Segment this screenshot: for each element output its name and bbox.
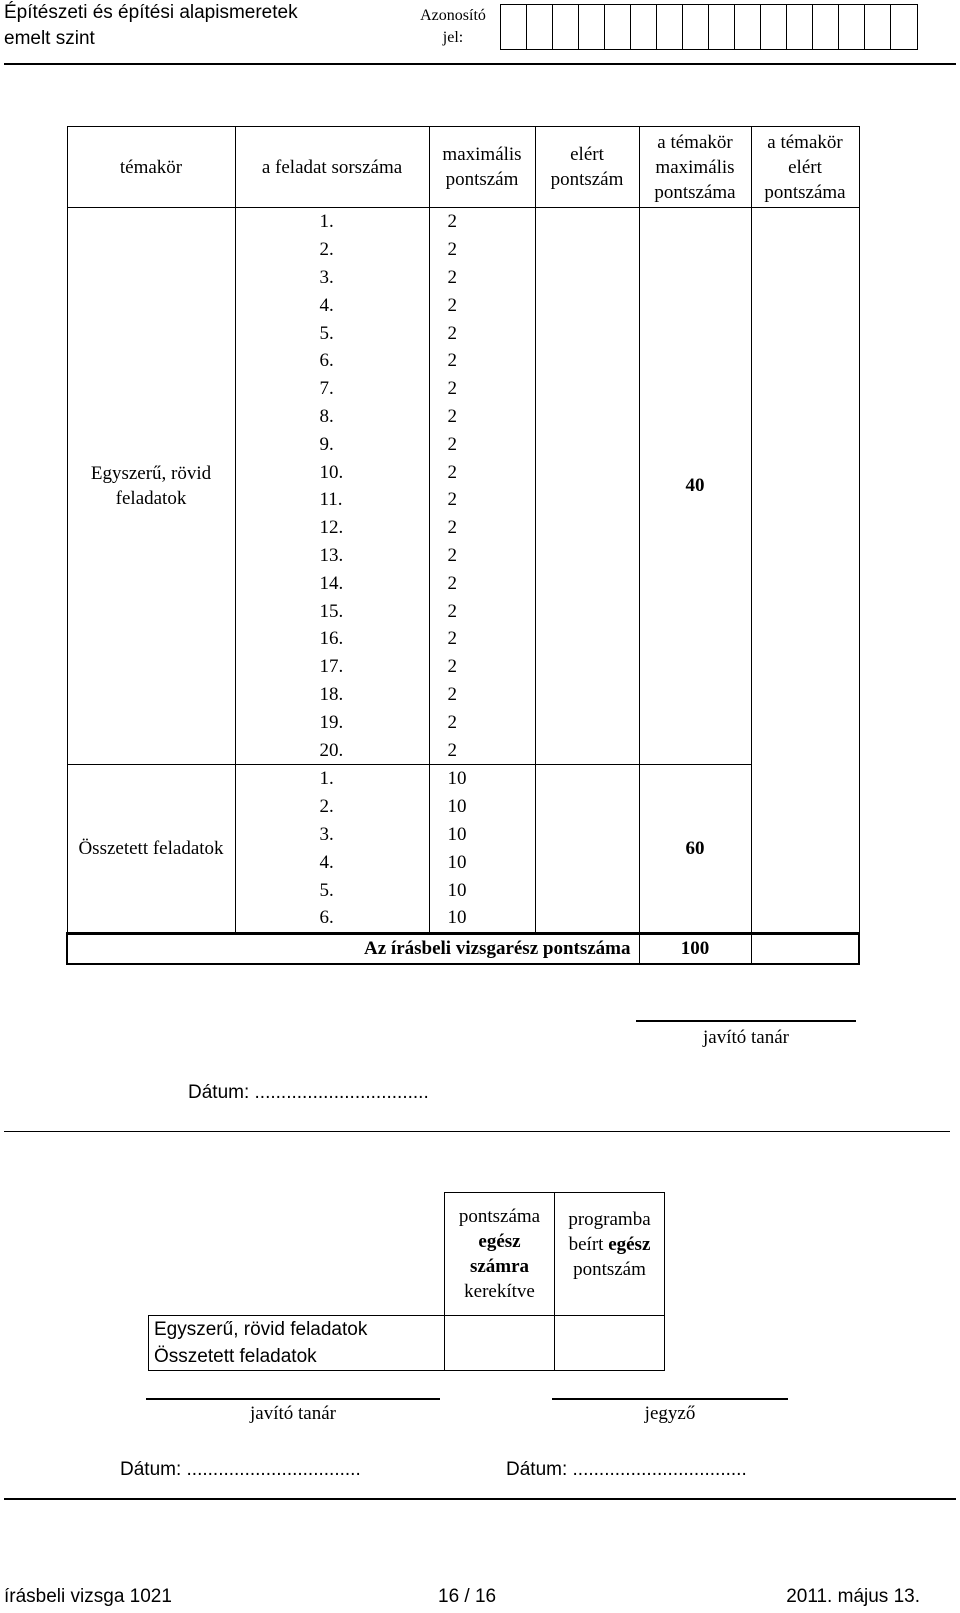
id-box[interactable] <box>709 5 735 49</box>
id-box[interactable] <box>631 5 657 49</box>
header-topic-achieved: a témakör elért pontszáma <box>751 127 859 208</box>
signature-role-teacher-2: javító tanár <box>250 1403 336 1424</box>
achieved-points-cell[interactable] <box>535 542 639 570</box>
achieved-points-cell[interactable] <box>535 236 639 264</box>
id-box[interactable] <box>579 5 605 49</box>
task-number: 12. <box>235 514 429 542</box>
header-topic-max: a témakör maximális pontszáma <box>639 127 751 208</box>
achieved-points-cell[interactable] <box>535 597 639 625</box>
achieved-points-cell[interactable] <box>535 486 639 514</box>
header-achieved-points: elért pontszám <box>535 127 639 208</box>
topic-name: Összetett feladatok <box>67 764 235 933</box>
max-points: 2 <box>429 625 535 653</box>
achieved-points-cell[interactable] <box>535 569 639 597</box>
id-label <box>418 5 488 49</box>
task-number: 6. <box>235 347 429 375</box>
achieved-points-cell[interactable] <box>535 514 639 542</box>
max-points: 2 <box>429 375 535 403</box>
header-program-l2b: egész <box>608 1234 651 1255</box>
achieved-points-cell[interactable] <box>535 708 639 736</box>
header-topic: témakör <box>67 127 235 208</box>
program-row-label: Egyszerű, rövid feladatok <box>149 1316 445 1344</box>
footer-divider <box>4 1498 956 1500</box>
max-points: 10 <box>429 764 535 792</box>
id-boxes[interactable] <box>500 4 918 50</box>
header-rounded-l1: pontszáma <box>458 1206 541 1227</box>
subject-level: emelt szint <box>4 28 95 49</box>
max-points: 2 <box>429 597 535 625</box>
header-program-l1: programba <box>568 1209 651 1230</box>
max-points: 2 <box>429 486 535 514</box>
max-points: 2 <box>429 403 535 431</box>
table-row <box>67 764 859 792</box>
achieved-points-cell[interactable] <box>535 403 639 431</box>
total-row <box>67 933 859 964</box>
achieved-points-cell[interactable] <box>535 793 639 821</box>
max-points: 2 <box>429 681 535 709</box>
id-box[interactable] <box>553 5 579 49</box>
header-divider <box>4 63 956 65</box>
task-number: 2. <box>235 793 429 821</box>
task-number: 13. <box>235 542 429 570</box>
achieved-points-cell[interactable] <box>535 291 639 319</box>
header-program-l2a: beírt <box>568 1234 609 1255</box>
achieved-points-cell[interactable] <box>535 458 639 486</box>
total-max-points: 100 <box>639 933 751 964</box>
max-points: 10 <box>429 821 535 849</box>
achieved-points-cell[interactable] <box>535 264 639 292</box>
topic-name: Egyszerű, rövid feladatok <box>67 208 235 765</box>
task-number: 11. <box>235 486 429 514</box>
signature-line-teacher <box>636 1020 856 1022</box>
task-number: 4. <box>235 291 429 319</box>
task-number: 8. <box>235 403 429 431</box>
task-number: 17. <box>235 653 429 681</box>
task-number: 1. <box>235 208 429 236</box>
achieved-points-cell[interactable] <box>535 347 639 375</box>
program-points-cell[interactable] <box>555 1316 665 1344</box>
header-task-number: a feladat sorszáma <box>235 127 429 208</box>
header-rounded-l2: egész <box>478 1231 521 1252</box>
max-points: 2 <box>429 514 535 542</box>
achieved-points-cell[interactable] <box>535 208 639 236</box>
max-points: 2 <box>429 430 535 458</box>
max-points: 2 <box>429 264 535 292</box>
achieved-points-cell[interactable] <box>535 876 639 904</box>
total-achieved-cell[interactable] <box>751 933 859 964</box>
task-number: 7. <box>235 375 429 403</box>
signature-role-registrar: jegyző <box>644 1403 696 1424</box>
id-box[interactable] <box>605 5 631 49</box>
topic-achieved-cell[interactable] <box>751 208 859 934</box>
max-points: 2 <box>429 291 535 319</box>
table-row <box>67 208 859 236</box>
table-row <box>149 1343 665 1371</box>
max-points: 2 <box>429 736 535 764</box>
task-number: 16. <box>235 625 429 653</box>
achieved-points-cell[interactable] <box>535 904 639 933</box>
id-box[interactable] <box>527 5 553 49</box>
max-points: 2 <box>429 319 535 347</box>
program-table-corner <box>149 1193 445 1316</box>
achieved-points-cell[interactable] <box>535 681 639 709</box>
id-box[interactable] <box>813 5 839 49</box>
id-box[interactable] <box>683 5 709 49</box>
id-label-line2: jel: <box>442 29 464 46</box>
footer-exam-code: írásbeli vizsga 1021 <box>4 1586 172 1607</box>
date-field-teacher[interactable]: Dátum: ................................. <box>120 1459 361 1480</box>
achieved-points-cell[interactable] <box>535 319 639 347</box>
subject-title <box>4 0 298 52</box>
max-points: 2 <box>429 347 535 375</box>
total-label: Az írásbeli vizsgarész pontszáma <box>67 933 639 964</box>
task-number: 6. <box>235 904 429 933</box>
task-number: 5. <box>235 876 429 904</box>
signature-line-registrar <box>552 1398 788 1400</box>
max-points: 10 <box>429 848 535 876</box>
header-program-l3: pontszám <box>573 1259 646 1280</box>
header-rounded-l4: kerekítve <box>464 1281 535 1302</box>
task-number: 2. <box>235 236 429 264</box>
signature-role-teacher: javító tanár <box>703 1027 789 1048</box>
header-rounded-l3: számra <box>469 1256 530 1277</box>
subject-name: Építészeti és építési alapismeretek <box>4 2 298 23</box>
task-number: 1. <box>235 764 429 792</box>
topic-max-points: 40 <box>639 208 751 765</box>
achieved-points-cell[interactable] <box>535 653 639 681</box>
section-divider <box>4 1131 950 1132</box>
max-points: 2 <box>429 569 535 597</box>
task-number: 9. <box>235 430 429 458</box>
id-box[interactable] <box>657 5 683 49</box>
date-field-registrar[interactable]: Dátum: ................................. <box>506 1459 747 1480</box>
date-field[interactable]: Dátum: ................................. <box>188 1082 429 1103</box>
program-table <box>148 1192 665 1371</box>
id-box[interactable] <box>501 5 527 49</box>
task-number: 3. <box>235 821 429 849</box>
page-number: 16 / 16 <box>438 1586 497 1607</box>
achieved-points-cell[interactable] <box>535 848 639 876</box>
task-number: 18. <box>235 681 429 709</box>
id-box[interactable] <box>865 5 891 49</box>
rounded-points-cell[interactable] <box>445 1343 555 1371</box>
max-points: 2 <box>429 542 535 570</box>
task-number: 20. <box>235 736 429 764</box>
task-number: 15. <box>235 597 429 625</box>
task-number: 3. <box>235 264 429 292</box>
header-rounded-points <box>445 1193 555 1316</box>
footer-date: 2011. május 13. <box>786 1586 920 1607</box>
max-points: 2 <box>429 236 535 264</box>
task-number: 4. <box>235 848 429 876</box>
id-box[interactable] <box>735 5 761 49</box>
achieved-points-cell[interactable] <box>535 375 639 403</box>
achieved-points-cell[interactable] <box>535 625 639 653</box>
table-header-row <box>67 127 859 208</box>
max-points: 10 <box>429 876 535 904</box>
max-points: 2 <box>429 208 535 236</box>
max-points: 2 <box>429 653 535 681</box>
id-box[interactable] <box>839 5 865 49</box>
achieved-points-cell[interactable] <box>535 821 639 849</box>
task-number: 19. <box>235 708 429 736</box>
max-points: 2 <box>429 708 535 736</box>
topic-max-points: 60 <box>639 764 751 933</box>
id-box[interactable] <box>787 5 813 49</box>
rounded-points-cell[interactable] <box>445 1316 555 1344</box>
max-points: 10 <box>429 904 535 933</box>
max-points: 2 <box>429 458 535 486</box>
task-number: 5. <box>235 319 429 347</box>
score-table <box>66 126 860 965</box>
header-max-points: maximális pontszám <box>429 127 535 208</box>
achieved-points-cell[interactable] <box>535 764 639 792</box>
program-row-label: Összetett feladatok <box>149 1343 445 1371</box>
id-label-line1: Azonosító <box>420 7 486 24</box>
table-row <box>149 1316 665 1344</box>
header-program-points <box>555 1193 665 1316</box>
program-points-cell[interactable] <box>555 1343 665 1371</box>
id-box[interactable] <box>891 5 917 49</box>
achieved-points-cell[interactable] <box>535 736 639 764</box>
achieved-points-cell[interactable] <box>535 430 639 458</box>
id-box[interactable] <box>761 5 787 49</box>
max-points: 10 <box>429 793 535 821</box>
task-number: 10. <box>235 458 429 486</box>
task-number: 14. <box>235 569 429 597</box>
signature-line-teacher-2 <box>146 1398 440 1400</box>
